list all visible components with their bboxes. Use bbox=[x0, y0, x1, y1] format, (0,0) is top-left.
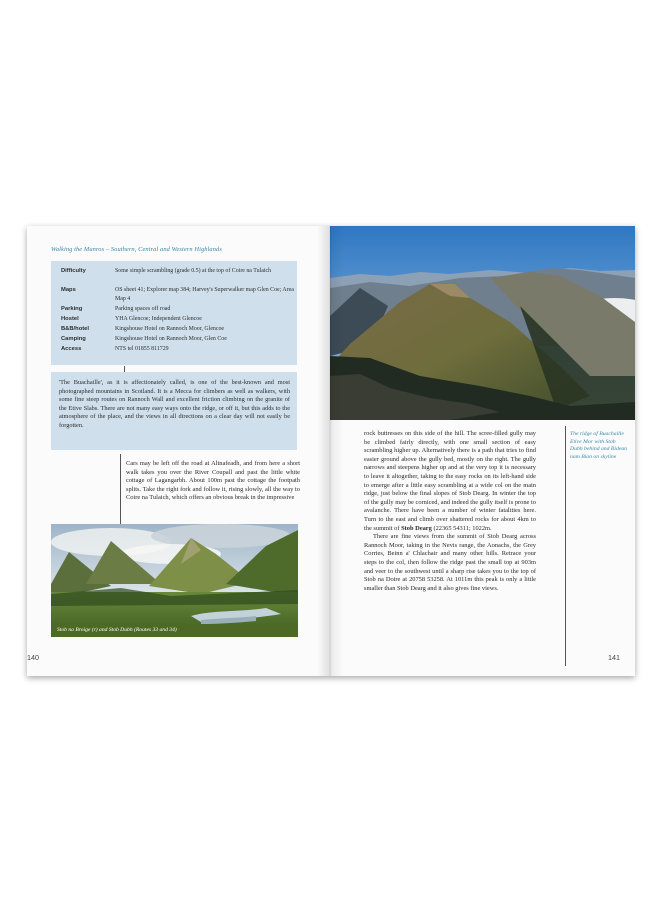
info-value: OS sheet 41; Explorer map 384; Harvey's Superwalker map Glen Coe; Area Map 4 bbox=[115, 287, 294, 303]
intro-box bbox=[51, 372, 297, 450]
info-value: Kingshouse Hotel on Rannoch Moor, Glencoe bbox=[115, 326, 225, 332]
column-rule bbox=[120, 454, 121, 524]
para1-bold: Stob Dearg bbox=[401, 524, 432, 532]
side-caption: The ridge of Buachaille Etive Mor with Stob Dubh behind and Bidean nam Bian on skyline bbox=[570, 431, 628, 460]
info-label: Access bbox=[61, 346, 82, 352]
info-value: NTS tel 01855 811729 bbox=[115, 346, 169, 352]
landscape-photo-left bbox=[51, 524, 298, 637]
para1-text: rock buttresses on this side of the hill. The scree-filled gully may be climbed fairly directly, with one small section of easy scrambling higher up. Alternatively there is a path that tries to find easier ground above the gully bed, mostly on the right. The gully narrows and steepens higher up and at the very top it is necessary to leave it altogether, taking to the easy rocks on its left-hand side to emerge after a little easy scrambling at a wide col on the main ridge, just below the final slopes of Stob Dearg. In winter the top of the gully may be corniced, and indeed the gully itself is prone to avalanche. There have been a number of winter fatalities here. Turn to the east and climb over shattered rocks for about 4km to the summit of bbox=[364, 430, 536, 532]
photo-caption: Stob na Broige (r) and Stob Dubh (Routes 33 and 34) bbox=[57, 627, 177, 633]
info-label: Parking bbox=[61, 306, 83, 312]
info-value: Some simple scrambling (grade 0.5) at the top of Coire na Tulaich bbox=[115, 268, 272, 274]
book-spread bbox=[27, 226, 635, 676]
page-number-right: 141 bbox=[608, 653, 620, 662]
intro-text: 'The Buachaille', as it is affectionately called, is one of the best-known and most photographed mountains in Scotland. It is a Mecca for climbers as well as walkers, with some fine steep routes on Rannoch Wall and excellent friction climbing on the granite of the Etive Slabs. There are not many easy ways onto the ridge, or off it, but this adds to the atmosphere of the place, and the views in all directions on a clear day will not easily be forgotten. bbox=[59, 379, 290, 429]
right-body-text bbox=[364, 430, 536, 593]
right-para-2: There are fine views from the summit of Stob Dearg across Rannoch Moor, taking in the Nevis range, the Aonachs, the Grey Corries, Beinn a' Chlachair and many other hills. Retrace your steps to the col, then follow the ridge past the small top at 903m and veer to the southwest until a sharp rise takes you to the top of Stob na Doire at 20758 53258. At 1011m this peak is only a little smaller than Stob Dearg and it also gives fine views. bbox=[364, 533, 536, 592]
info-value: Parking spaces off road bbox=[115, 306, 171, 312]
info-label: Maps bbox=[61, 287, 76, 293]
right-page bbox=[330, 226, 635, 676]
landscape-photo-right bbox=[330, 226, 635, 420]
photo-buachaille-ridge bbox=[330, 226, 635, 420]
running-head: Walking the Munros – Southern, Central and Western Highlands bbox=[51, 246, 222, 253]
para1-end: (22365 54311; 1022m. bbox=[433, 524, 492, 532]
info-label: Hostel bbox=[61, 316, 79, 322]
info-label: B&B/hotel bbox=[61, 326, 90, 332]
info-label: Camping bbox=[61, 336, 86, 342]
info-value: YHA Glencoe; Independent Glencoe bbox=[115, 316, 202, 322]
info-value: Kingshouse Hotel on Rannoch Moor, Glen Coe bbox=[115, 336, 227, 342]
photo-stob-na-broige bbox=[51, 524, 298, 637]
info-box bbox=[51, 261, 297, 365]
info-label: Difficulty bbox=[61, 268, 86, 274]
left-page bbox=[27, 226, 330, 676]
caption-rule bbox=[565, 426, 566, 666]
left-body-text: Cars may be left off the road at Altnafeadh, and from here a short walk takes you over the River Coupall and past the little white cottage of Lagangarbh. About 100m past the cottage the footpath splits. Take the right fork and follow it, rising slowly, all the way to Coire na Tulaich, which offers an obvious break in the impressive bbox=[126, 460, 300, 502]
right-para-1 bbox=[364, 430, 536, 533]
page-number-left: 140 bbox=[27, 653, 39, 662]
